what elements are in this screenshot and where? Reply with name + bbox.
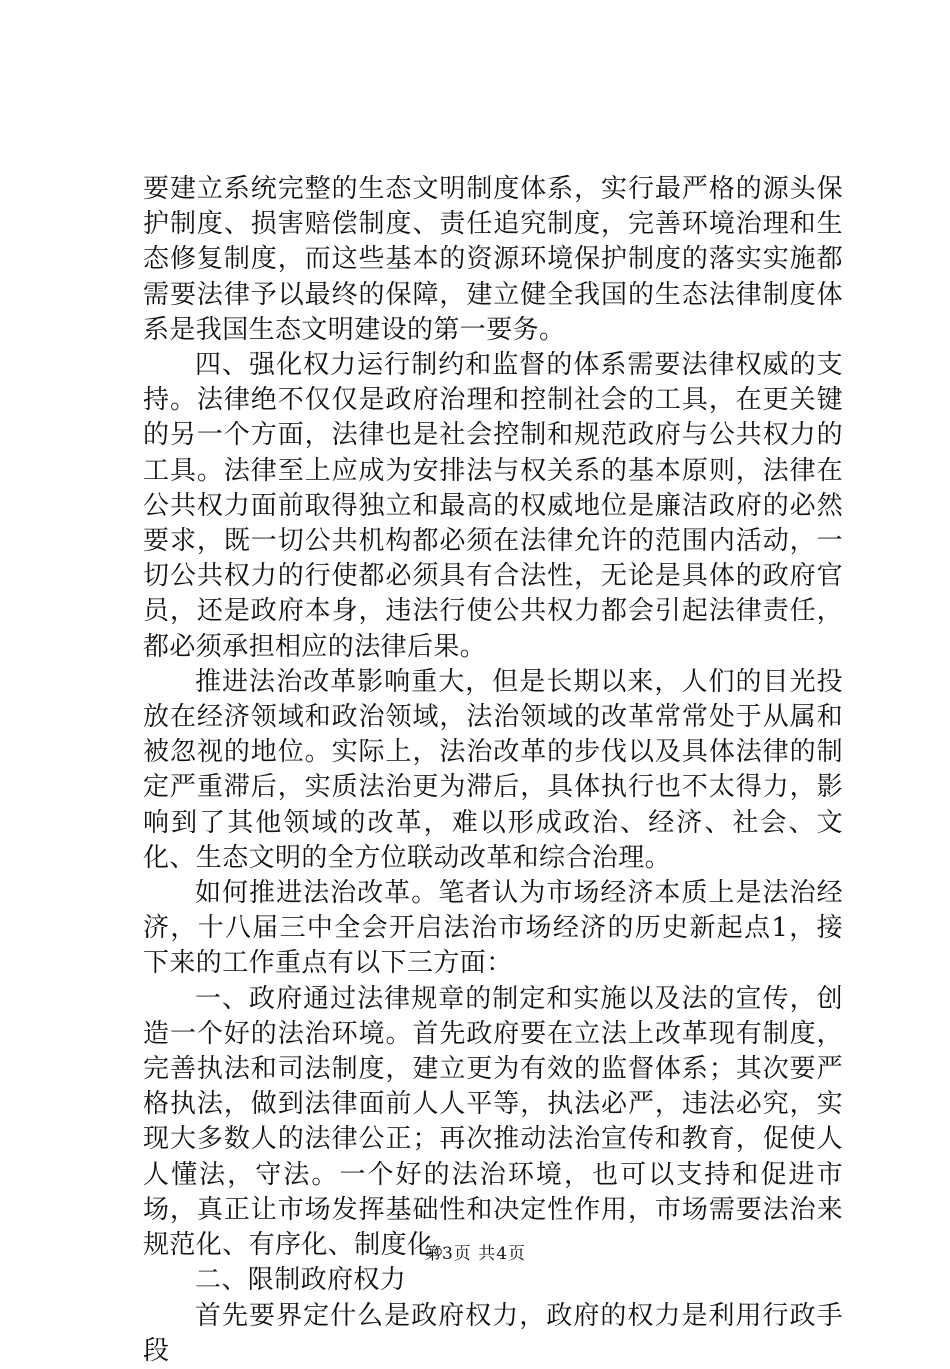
section-heading: 二、限制政府权力 xyxy=(195,1265,407,1296)
paragraph-3: 推进法治改革影响重大，但是长期以来，人们的目光投放在经济领域和政治领域，法治领域的改革常常处于从属和被忽视的地位。实际上，法治改革的步伐以及具体法律的制定严重滞后，实质法治更为滞后，具体执行也不太得力，影响到了其他领域的改革，难以形成政治、经济、社会、文化、生态文明的全方位联动改革和综合治理。 xyxy=(143,666,843,873)
paragraph-6: 首先要界定什么是政府权力，政府的权力是利用行政手段 xyxy=(143,1300,843,1366)
document-body xyxy=(143,172,843,1369)
page-footer: 第3页 共4页 xyxy=(423,1244,527,1264)
paragraph-5: 一、政府通过法律规章的制定和实施以及法的宣传，创造一个好的法治环境。首先政府要在立法上改革现有制度，完善执法和司法制度，建立更为有效的监督体系；其次要严格执法，做到法律面前人人平等，执法必严，违法必究，实现大多数人的法律公正；再次推动法治宣传和教育，促使人人懂法，守法。一个好的法治环境，也可以支持和促进市场，真正让市场发挥基础性和决定性作用，市场需要法治来规范化、有序化、制度化。 xyxy=(143,983,843,1261)
paragraph-2: 四、强化权力运行制约和监督的体系需要法律权威的支持。法律绝不仅仅是政府治理和控制社会的工具，在更关键的另一个方面，法律也是社会控制和规范政府与公共权力的工具。法律至上应成为安排法与权关系的基本原则，法律在公共权力面前取得独立和最高的权威地位是廉洁政府的必然要求，既一切公共机构都必须在法律允许的范围内活动，一切公共权力的行使都必须具有合法性，无论是具体的政府官员，还是政府本身，违法行使公共权力都会引起法律责任，都必须承担相应的法律后果。 xyxy=(143,350,843,662)
paragraph-1: 要建立系统完整的生态文明制度体系，实行最严格的源头保护制度、损害赔偿制度、责任追究制度，完善环境治理和生态修复制度，而这些基本的资源环境保护制度的落实实施都需要法律予以最终的保障，建立健全我国的生态法律制度体系是我国生态文明建设的第一要务。 xyxy=(143,174,843,345)
paragraph-4: 如何推进法治改革。笔者认为市场经济本质上是法治经济，十八届三中全会开启法治市场经济的历史新起点1，接下来的工作重点有以下三方面： xyxy=(143,878,843,979)
